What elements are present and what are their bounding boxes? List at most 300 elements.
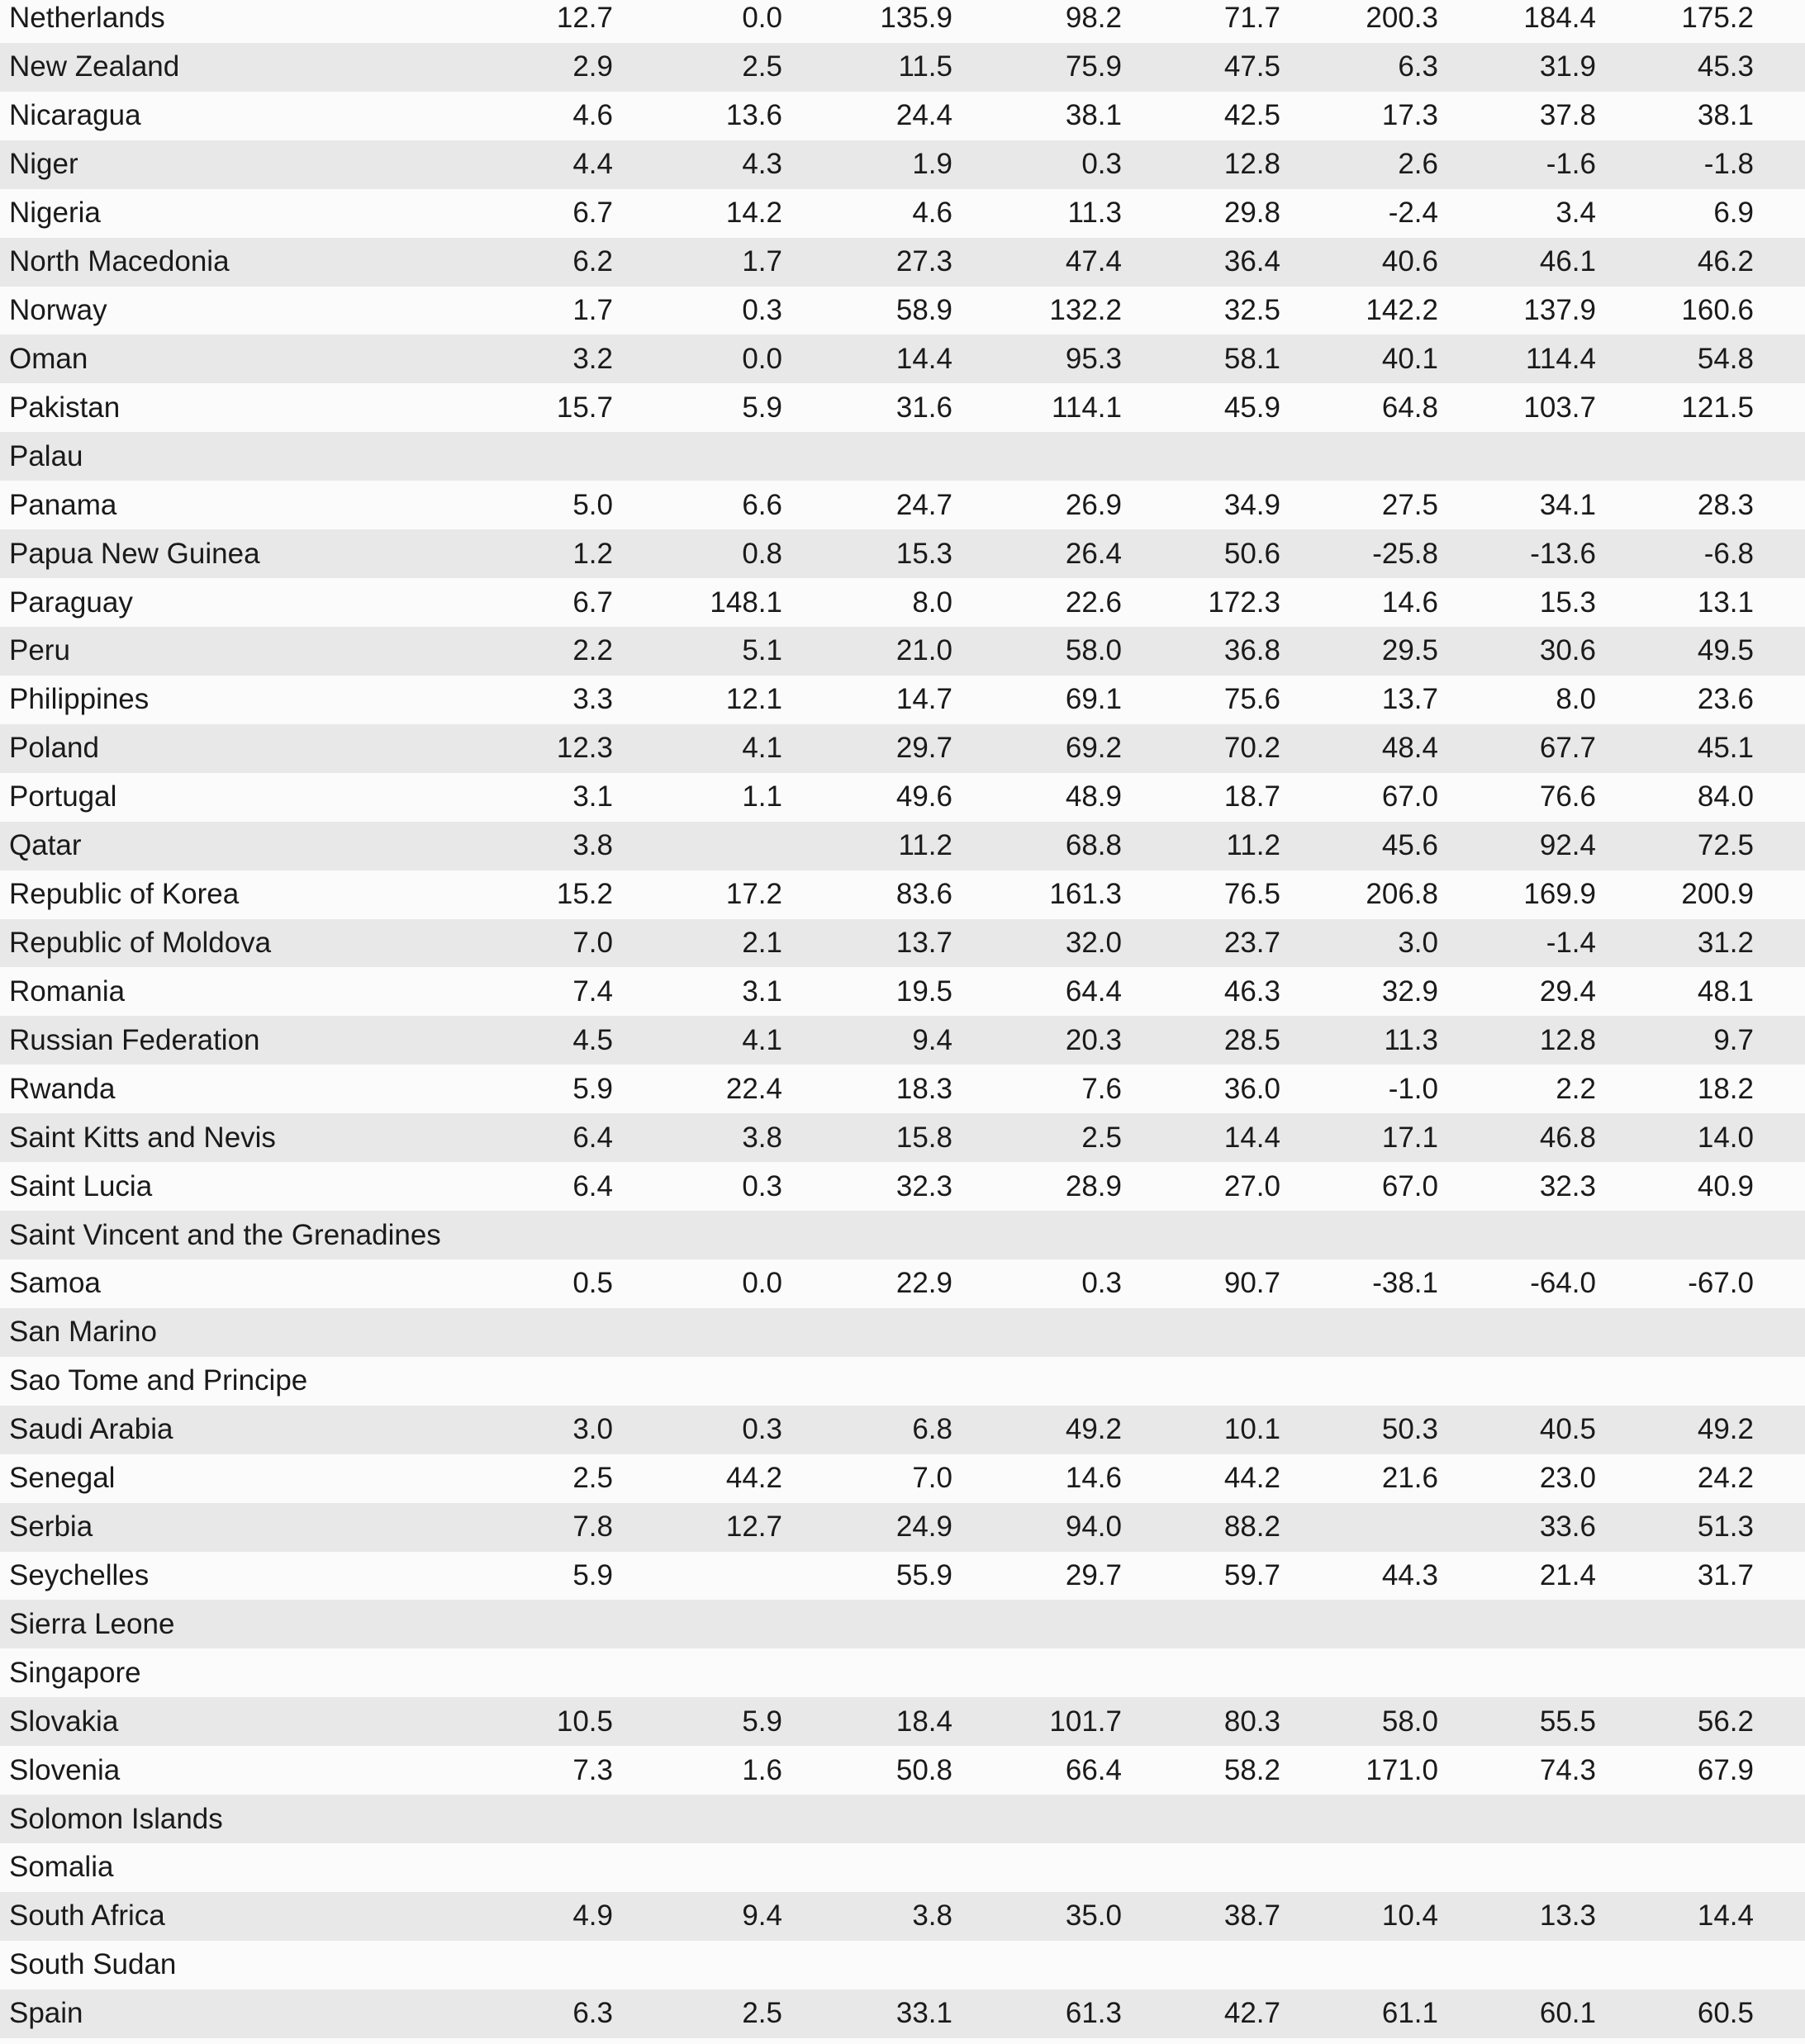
value-cell: 32.3 bbox=[1539, 1169, 1596, 1202]
table-row bbox=[0, 92, 1805, 140]
value-cell: 13.1 bbox=[1697, 586, 1754, 619]
value-cell: 60.1 bbox=[1539, 1997, 1596, 2030]
value-cell: 5.1 bbox=[742, 634, 782, 667]
table-row bbox=[0, 1941, 1805, 1989]
value-cell: 46.3 bbox=[1223, 975, 1280, 1008]
value-cell: 49.6 bbox=[895, 780, 952, 813]
value-cell: 70.2 bbox=[1223, 732, 1280, 765]
value-cell: 6.7 bbox=[572, 197, 613, 230]
value-cell: 171.0 bbox=[1366, 1753, 1438, 1786]
value-cell: 30.6 bbox=[1539, 634, 1596, 667]
value-cell: 15.3 bbox=[895, 537, 952, 570]
value-cell: 55.9 bbox=[895, 1558, 952, 1591]
value-cell: 37.8 bbox=[1539, 99, 1596, 132]
value-cell: 2.2 bbox=[1556, 1072, 1596, 1105]
value-cell: 40.6 bbox=[1381, 245, 1438, 278]
value-cell: 74.3 bbox=[1539, 1753, 1596, 1786]
value-cell: 7.0 bbox=[572, 926, 613, 959]
value-cell: -1.4 bbox=[1546, 926, 1596, 959]
table-row bbox=[0, 383, 1805, 432]
value-cell: 0.3 bbox=[1081, 1267, 1122, 1300]
value-cell: 14.2 bbox=[725, 197, 782, 230]
table-row bbox=[0, 676, 1805, 724]
country-name: Palau bbox=[9, 439, 83, 472]
value-cell: 75.9 bbox=[1065, 50, 1122, 83]
table-row bbox=[0, 287, 1805, 335]
value-cell: 60.5 bbox=[1697, 1997, 1754, 2030]
value-cell: 48.1 bbox=[1697, 975, 1754, 1008]
value-cell: 34.1 bbox=[1539, 488, 1596, 521]
table-row bbox=[0, 1600, 1805, 1648]
country-name: Niger bbox=[9, 148, 78, 181]
value-cell: 28.3 bbox=[1697, 488, 1754, 521]
value-cell: 103.7 bbox=[1523, 391, 1596, 424]
value-cell: 15.2 bbox=[556, 878, 613, 911]
table-row bbox=[0, 870, 1805, 919]
value-cell: -1.0 bbox=[1388, 1072, 1438, 1105]
value-cell: 1.7 bbox=[742, 245, 782, 278]
value-cell: 17.2 bbox=[725, 878, 782, 911]
value-cell: 13.7 bbox=[1381, 683, 1438, 716]
value-cell: 200.3 bbox=[1366, 2, 1438, 35]
value-cell: -38.1 bbox=[1372, 1267, 1438, 1300]
value-cell: 24.7 bbox=[895, 488, 952, 521]
value-cell: 5.9 bbox=[742, 391, 782, 424]
table-row bbox=[0, 1406, 1805, 1454]
value-cell: 36.4 bbox=[1223, 245, 1280, 278]
value-cell: 11.3 bbox=[1384, 1023, 1438, 1056]
value-cell: 4.6 bbox=[572, 99, 613, 132]
table-row bbox=[0, 1259, 1805, 1308]
value-cell: 121.5 bbox=[1681, 391, 1754, 424]
value-cell: 50.8 bbox=[895, 1753, 952, 1786]
country-name: Panama bbox=[9, 488, 117, 521]
value-cell: 132.2 bbox=[1049, 293, 1122, 326]
table-row bbox=[0, 334, 1805, 383]
value-cell: 10.4 bbox=[1381, 1899, 1438, 1933]
value-cell: 47.4 bbox=[1065, 245, 1122, 278]
value-cell: 19.5 bbox=[895, 975, 952, 1008]
table-row bbox=[0, 1746, 1805, 1795]
value-cell: 75.6 bbox=[1223, 683, 1280, 716]
value-cell: 142.2 bbox=[1366, 293, 1438, 326]
value-cell: 6.2 bbox=[572, 245, 613, 278]
value-cell: 114.1 bbox=[1052, 391, 1122, 424]
value-cell: 58.0 bbox=[1381, 1705, 1438, 1738]
value-cell: 21.4 bbox=[1539, 1558, 1596, 1591]
value-cell: 9.4 bbox=[742, 1899, 782, 1933]
value-cell: 14.0 bbox=[1697, 1121, 1754, 1154]
value-cell: 3.8 bbox=[742, 1121, 782, 1154]
value-cell: 8.0 bbox=[1556, 683, 1596, 716]
value-cell: 7.0 bbox=[912, 1462, 952, 1495]
value-cell: 7.6 bbox=[1081, 1072, 1122, 1105]
table-row bbox=[0, 1162, 1805, 1211]
value-cell: -64.0 bbox=[1530, 1267, 1596, 1300]
table-row bbox=[0, 967, 1805, 1016]
value-cell: 58.1 bbox=[1223, 342, 1280, 375]
table-row bbox=[0, 1357, 1805, 1406]
country-name: San Marino bbox=[9, 1316, 157, 1349]
value-cell: 90.7 bbox=[1223, 1267, 1280, 1300]
value-cell: 12.3 bbox=[556, 732, 613, 765]
table-row bbox=[0, 1989, 1805, 2038]
value-cell: 3.8 bbox=[912, 1899, 952, 1933]
value-cell: 0.5 bbox=[572, 1267, 613, 1300]
value-cell: 172.3 bbox=[1208, 586, 1280, 619]
value-cell: -1.8 bbox=[1703, 148, 1754, 181]
value-cell: 28.9 bbox=[1065, 1169, 1122, 1202]
value-cell: 148.1 bbox=[710, 586, 782, 619]
value-cell: 50.3 bbox=[1381, 1413, 1438, 1446]
value-cell: 3.0 bbox=[1398, 926, 1438, 959]
value-cell: 50.6 bbox=[1223, 537, 1280, 570]
table-row bbox=[0, 1503, 1805, 1552]
country-name: Saint Lucia bbox=[9, 1169, 153, 1202]
value-cell: 64.4 bbox=[1065, 975, 1122, 1008]
country-name: Samoa bbox=[9, 1267, 101, 1300]
value-cell: 42.5 bbox=[1223, 99, 1280, 132]
value-cell: 83.6 bbox=[895, 878, 952, 911]
value-cell: 58.2 bbox=[1223, 1753, 1280, 1786]
value-cell: 14.4 bbox=[895, 342, 952, 375]
value-cell: 2.5 bbox=[742, 1997, 782, 2030]
country-name: Spain bbox=[9, 1997, 83, 2030]
value-cell: 6.3 bbox=[572, 1997, 613, 2030]
value-cell: 12.1 bbox=[725, 683, 782, 716]
value-cell: 7.4 bbox=[572, 975, 613, 1008]
value-cell: 4.6 bbox=[912, 197, 952, 230]
value-cell: 101.7 bbox=[1049, 1705, 1122, 1738]
table-row bbox=[0, 1113, 1805, 1162]
table-row bbox=[0, 1065, 1805, 1113]
value-cell: 48.9 bbox=[1065, 780, 1122, 813]
country-name: Senegal bbox=[9, 1462, 116, 1495]
value-cell: 36.0 bbox=[1223, 1072, 1280, 1105]
value-cell: 22.6 bbox=[1065, 586, 1122, 619]
value-cell: 24.4 bbox=[895, 99, 952, 132]
value-cell: 56.2 bbox=[1697, 1705, 1754, 1738]
value-cell: 200.9 bbox=[1681, 878, 1754, 911]
value-cell: 51.3 bbox=[1697, 1510, 1754, 1544]
table-row bbox=[0, 529, 1805, 578]
country-name: Norway bbox=[9, 293, 107, 326]
value-cell: 1.6 bbox=[742, 1753, 782, 1786]
value-cell: 4.4 bbox=[572, 148, 613, 181]
value-cell: 98.2 bbox=[1065, 2, 1122, 35]
value-cell: 2.1 bbox=[742, 926, 782, 959]
value-cell: 46.8 bbox=[1539, 1121, 1596, 1154]
table-row bbox=[0, 1552, 1805, 1601]
value-cell: 54.8 bbox=[1697, 342, 1754, 375]
value-cell: 13.6 bbox=[725, 99, 782, 132]
value-cell: 137.9 bbox=[1523, 293, 1596, 326]
value-cell: 11.3 bbox=[1067, 197, 1122, 230]
value-cell: 15.7 bbox=[556, 391, 613, 424]
country-name: Sao Tome and Principe bbox=[9, 1364, 308, 1397]
value-cell: 27.0 bbox=[1223, 1169, 1280, 1202]
value-cell: 2.5 bbox=[742, 50, 782, 83]
table-row bbox=[0, 1843, 1805, 1892]
value-cell: 1.7 bbox=[572, 293, 613, 326]
country-name: Peru bbox=[9, 634, 70, 667]
value-cell: 9.4 bbox=[912, 1023, 952, 1056]
table-row bbox=[0, 189, 1805, 238]
value-cell: 40.9 bbox=[1697, 1169, 1754, 1202]
country-name: Papua New Guinea bbox=[9, 537, 260, 570]
value-cell: 2.5 bbox=[1081, 1121, 1122, 1154]
country-name: Poland bbox=[9, 732, 99, 765]
value-cell: 58.0 bbox=[1065, 634, 1122, 667]
country-name: Slovakia bbox=[9, 1705, 119, 1738]
value-cell: 22.4 bbox=[725, 1072, 782, 1105]
country-name: Rwanda bbox=[9, 1072, 116, 1105]
value-cell: 175.2 bbox=[1681, 2, 1754, 35]
value-cell: 5.0 bbox=[572, 488, 613, 521]
value-cell: 169.9 bbox=[1523, 878, 1596, 911]
country-name: Oman bbox=[9, 342, 88, 375]
value-cell: 31.6 bbox=[895, 391, 952, 424]
table-row bbox=[0, 1308, 1805, 1357]
value-cell: 23.6 bbox=[1697, 683, 1754, 716]
value-cell: 32.5 bbox=[1223, 293, 1280, 326]
country-name: Republic of Moldova bbox=[9, 926, 272, 959]
value-cell: 46.2 bbox=[1697, 245, 1754, 278]
value-cell: 29.5 bbox=[1381, 634, 1438, 667]
value-cell: 0.8 bbox=[742, 537, 782, 570]
table-row bbox=[0, 724, 1805, 773]
value-cell: 11.2 bbox=[898, 829, 952, 862]
value-cell: 8.0 bbox=[912, 586, 952, 619]
table-row bbox=[0, 0, 1805, 43]
country-name: South Africa bbox=[9, 1899, 165, 1933]
value-cell: -1.6 bbox=[1546, 148, 1596, 181]
value-cell: 0.0 bbox=[742, 1267, 782, 1300]
country-name: Netherlands bbox=[9, 2, 165, 35]
value-cell: -6.8 bbox=[1703, 537, 1754, 570]
value-cell: 11.2 bbox=[1226, 829, 1280, 862]
value-cell: 29.7 bbox=[895, 732, 952, 765]
value-cell: 14.6 bbox=[1381, 586, 1438, 619]
value-cell: 135.9 bbox=[880, 2, 952, 35]
value-cell: 29.8 bbox=[1223, 197, 1280, 230]
value-cell: 49.2 bbox=[1065, 1413, 1122, 1446]
value-cell: 2.9 bbox=[572, 50, 613, 83]
country-name: Philippines bbox=[9, 683, 150, 716]
value-cell: 46.1 bbox=[1539, 245, 1596, 278]
value-cell: 18.7 bbox=[1223, 780, 1280, 813]
table-row bbox=[0, 822, 1805, 870]
value-cell: 14.4 bbox=[1223, 1121, 1280, 1154]
value-cell: 3.1 bbox=[572, 780, 613, 813]
value-cell: 24.9 bbox=[895, 1510, 952, 1544]
value-cell: 6.4 bbox=[572, 1121, 613, 1154]
value-cell: 44.2 bbox=[725, 1462, 782, 1495]
value-cell: 6.4 bbox=[572, 1169, 613, 1202]
value-cell: 0.3 bbox=[742, 293, 782, 326]
value-cell: 15.8 bbox=[895, 1121, 952, 1154]
value-cell: 14.4 bbox=[1697, 1899, 1754, 1933]
value-cell: 6.7 bbox=[572, 586, 613, 619]
value-cell: 31.7 bbox=[1697, 1558, 1754, 1591]
value-cell: 0.0 bbox=[742, 342, 782, 375]
value-cell: 47.5 bbox=[1223, 50, 1280, 83]
value-cell: 35.0 bbox=[1065, 1899, 1122, 1933]
value-cell: 3.0 bbox=[572, 1413, 613, 1446]
value-cell: 15.3 bbox=[1539, 586, 1596, 619]
value-cell: 92.4 bbox=[1539, 829, 1596, 862]
value-cell: 26.4 bbox=[1065, 537, 1122, 570]
value-cell: 2.5 bbox=[572, 1462, 613, 1495]
value-cell: 20.3 bbox=[1065, 1023, 1122, 1056]
value-cell: 3.4 bbox=[1556, 197, 1596, 230]
country-name: Nicaragua bbox=[9, 99, 141, 132]
value-cell: 32.9 bbox=[1381, 975, 1438, 1008]
value-cell: 0.0 bbox=[742, 2, 782, 35]
value-cell: 1.9 bbox=[912, 148, 952, 181]
value-cell: 12.7 bbox=[725, 1510, 782, 1544]
value-cell: 45.6 bbox=[1381, 829, 1438, 862]
value-cell: -25.8 bbox=[1372, 537, 1438, 570]
country-name: North Macedonia bbox=[9, 245, 230, 278]
value-cell: 26.9 bbox=[1065, 488, 1122, 521]
value-cell: 17.1 bbox=[1381, 1121, 1438, 1154]
country-name: Qatar bbox=[9, 829, 82, 862]
value-cell: 2.6 bbox=[1398, 148, 1438, 181]
value-cell: 3.2 bbox=[572, 342, 613, 375]
value-cell: 7.3 bbox=[572, 1753, 613, 1786]
table-row bbox=[0, 1016, 1805, 1065]
value-cell: 6.6 bbox=[742, 488, 782, 521]
value-cell: 23.0 bbox=[1539, 1462, 1596, 1495]
value-cell: 61.1 bbox=[1381, 1997, 1438, 2030]
value-cell: 31.9 bbox=[1539, 50, 1596, 83]
value-cell: 68.8 bbox=[1065, 829, 1122, 862]
value-cell: 18.3 bbox=[895, 1072, 952, 1105]
value-cell: 1.1 bbox=[742, 780, 782, 813]
value-cell: 49.5 bbox=[1697, 634, 1754, 667]
table-row bbox=[0, 1697, 1805, 1746]
value-cell: 38.1 bbox=[1065, 99, 1122, 132]
value-cell: 0.3 bbox=[1081, 148, 1122, 181]
country-name: Saudi Arabia bbox=[9, 1413, 173, 1446]
value-cell: 1.2 bbox=[572, 537, 613, 570]
value-cell: 64.8 bbox=[1381, 391, 1438, 424]
value-cell: 23.7 bbox=[1223, 926, 1280, 959]
value-cell: 10.5 bbox=[556, 1705, 613, 1738]
value-cell: 61.3 bbox=[1065, 1997, 1122, 2030]
value-cell: 33.6 bbox=[1539, 1510, 1596, 1544]
value-cell: 42.7 bbox=[1223, 1997, 1280, 2030]
value-cell: 44.3 bbox=[1381, 1558, 1438, 1591]
value-cell: 3.8 bbox=[572, 829, 613, 862]
country-name: Paraguay bbox=[9, 586, 133, 619]
value-cell: -2.4 bbox=[1388, 197, 1438, 230]
value-cell: 69.1 bbox=[1065, 683, 1122, 716]
country-name: Seychelles bbox=[9, 1558, 150, 1591]
value-cell: 29.4 bbox=[1539, 975, 1596, 1008]
value-cell: 3.3 bbox=[572, 683, 613, 716]
value-cell: 4.1 bbox=[742, 1023, 782, 1056]
value-cell: 6.3 bbox=[1398, 50, 1438, 83]
value-cell: 13.7 bbox=[895, 926, 952, 959]
country-name: Portugal bbox=[9, 780, 117, 813]
value-cell: 71.7 bbox=[1223, 2, 1280, 35]
table-row bbox=[0, 578, 1805, 627]
value-cell: 4.9 bbox=[572, 1899, 613, 1933]
value-cell: 3.1 bbox=[742, 975, 782, 1008]
value-cell: 38.1 bbox=[1697, 99, 1754, 132]
value-cell: 4.5 bbox=[572, 1023, 613, 1056]
value-cell: 12.7 bbox=[556, 2, 613, 35]
table-row bbox=[0, 1211, 1805, 1259]
value-cell: 59.7 bbox=[1223, 1558, 1280, 1591]
value-cell: 21.6 bbox=[1381, 1462, 1438, 1495]
country-name: Russian Federation bbox=[9, 1023, 260, 1056]
value-cell: 161.3 bbox=[1049, 878, 1122, 911]
table-row bbox=[0, 773, 1805, 822]
value-cell: 34.9 bbox=[1223, 488, 1280, 521]
value-cell: 32.0 bbox=[1065, 926, 1122, 959]
value-cell: 6.8 bbox=[912, 1413, 952, 1446]
value-cell: 160.6 bbox=[1681, 293, 1754, 326]
country-name: Singapore bbox=[9, 1656, 141, 1689]
value-cell: 5.9 bbox=[572, 1072, 613, 1105]
value-cell: 84.0 bbox=[1697, 780, 1754, 813]
value-cell: 72.5 bbox=[1697, 829, 1754, 862]
value-cell: 28.5 bbox=[1223, 1023, 1280, 1056]
value-cell: 94.0 bbox=[1065, 1510, 1122, 1544]
value-cell: 5.9 bbox=[572, 1558, 613, 1591]
value-cell: 66.4 bbox=[1065, 1753, 1122, 1786]
value-cell: 76.5 bbox=[1223, 878, 1280, 911]
value-cell: 31.2 bbox=[1697, 926, 1754, 959]
value-cell: 29.7 bbox=[1065, 1558, 1122, 1591]
value-cell: 88.2 bbox=[1223, 1510, 1280, 1544]
country-name: Slovenia bbox=[9, 1753, 121, 1786]
table-row bbox=[0, 43, 1805, 92]
value-cell: 67.9 bbox=[1697, 1753, 1754, 1786]
value-cell: 4.1 bbox=[742, 732, 782, 765]
value-cell: 38.7 bbox=[1223, 1899, 1280, 1933]
value-cell: -13.6 bbox=[1530, 537, 1596, 570]
value-cell: 32.3 bbox=[895, 1169, 952, 1202]
value-cell: 45.1 bbox=[1697, 732, 1754, 765]
value-cell: 206.8 bbox=[1366, 878, 1438, 911]
value-cell: 40.5 bbox=[1539, 1413, 1596, 1446]
value-cell: 24.2 bbox=[1697, 1462, 1754, 1495]
value-cell: 80.3 bbox=[1223, 1705, 1280, 1738]
value-cell: 9.7 bbox=[1713, 1023, 1754, 1056]
value-cell: 67.0 bbox=[1381, 1169, 1438, 1202]
value-cell: 12.8 bbox=[1223, 148, 1280, 181]
value-cell: 95.3 bbox=[1065, 342, 1122, 375]
value-cell: 55.5 bbox=[1539, 1705, 1596, 1738]
value-cell: 6.9 bbox=[1713, 197, 1754, 230]
country-name: Serbia bbox=[9, 1510, 93, 1544]
value-cell: 45.9 bbox=[1223, 391, 1280, 424]
table-row bbox=[0, 140, 1805, 189]
table-row bbox=[0, 238, 1805, 287]
table-row bbox=[0, 1795, 1805, 1843]
value-cell: 76.6 bbox=[1539, 780, 1596, 813]
value-cell: 7.8 bbox=[572, 1510, 613, 1544]
value-cell: 18.2 bbox=[1697, 1072, 1754, 1105]
value-cell: 44.2 bbox=[1223, 1462, 1280, 1495]
value-cell: 0.3 bbox=[742, 1169, 782, 1202]
value-cell: 33.1 bbox=[895, 1997, 952, 2030]
value-cell: 18.4 bbox=[895, 1705, 952, 1738]
